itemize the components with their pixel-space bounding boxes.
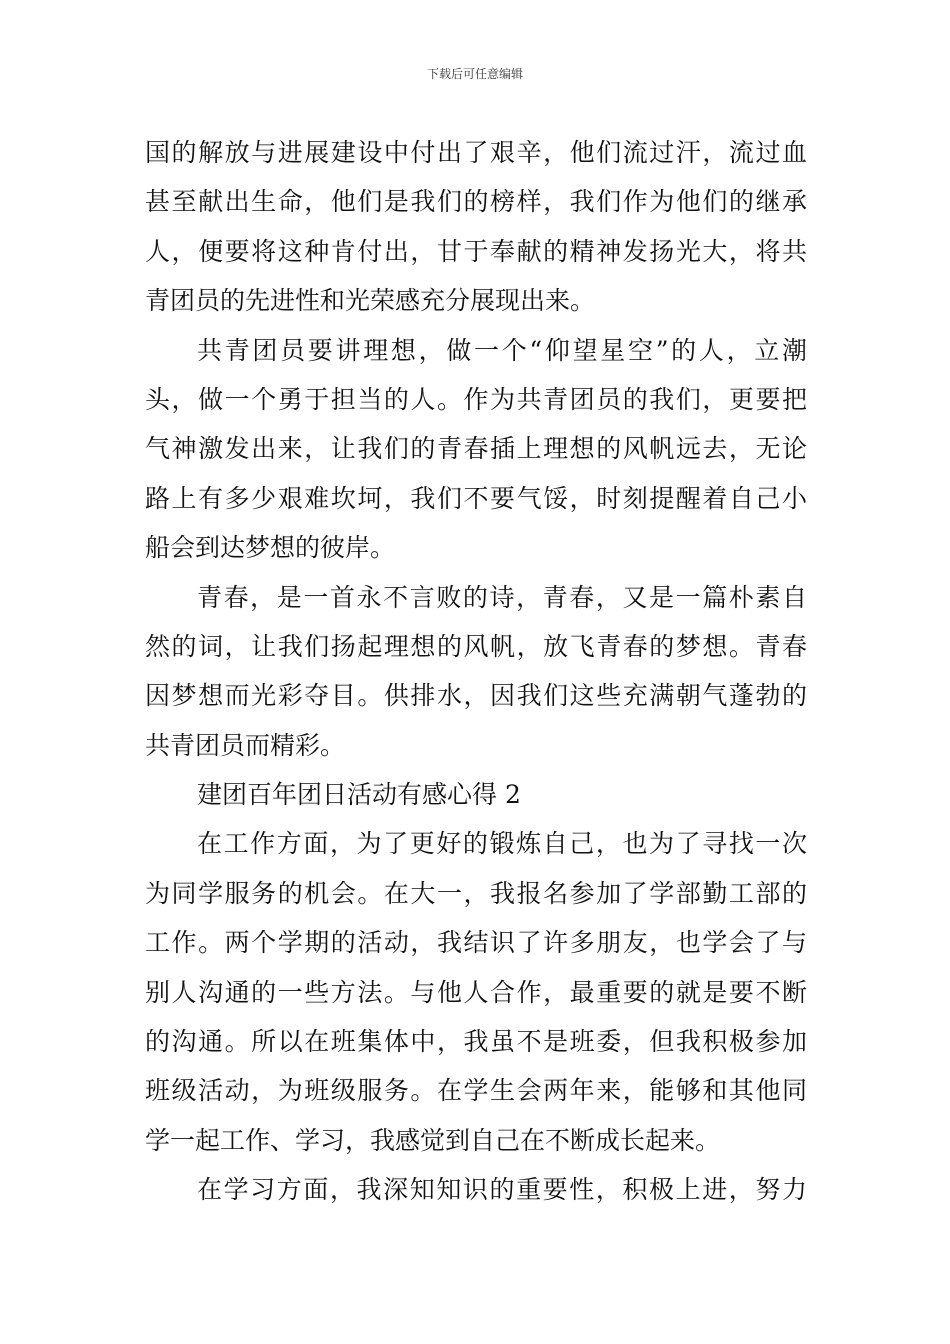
paragraph [145, 819, 807, 1165]
text-line: 路上有多少艰难坎坷，我们不要气馁，时刻提醒着自己小 [145, 483, 807, 513]
paragraph [145, 1165, 807, 1214]
paragraph [145, 326, 807, 573]
text-line: 别人沟通的一些方法。与他人合作，最重要的就是要不断 [145, 977, 807, 1007]
paragraph [145, 128, 807, 326]
text-line: 青团员的先进性和光荣感充分展现出来。 [145, 286, 596, 316]
text-line: 建团百年团日活动有感心得 2 [197, 780, 521, 810]
text-line: 青春，是一首永不言败的诗，青春，又是一篇朴素自 [197, 582, 807, 612]
text-line: 的沟通。所以在班集体中，我虽不是班委，但我积极参加 [145, 1027, 807, 1057]
paragraph [145, 573, 807, 771]
text-line: 国的解放与进展建设中付出了艰辛，他们流过汗，流过血 [145, 138, 807, 167]
text-line: 头，做一个勇于担当的人。作为共青团员的我们，更要把 [145, 384, 807, 414]
text-line: 人，便要将这种肯付出，甘于奉献的精神发扬光大，将共 [145, 236, 807, 266]
page-header: 下载后可任意编辑 [426, 67, 523, 81]
text-line: 在学习方面，我深知知识的重要性，积极上进，努力 [197, 1175, 807, 1205]
text-line: 学一起工作、学习，我感觉到自己在不断成长起来。 [145, 1125, 721, 1155]
text-line: 为同学服务的机会。在大一，我报名参加了学部勤工部的 [145, 878, 807, 908]
document-body [145, 128, 807, 1215]
text-line: 甚至献出生命，他们是我们的榜样，我们作为他们的继承 [145, 187, 807, 217]
text-line: 班级活动，为班级服务。在学生会两年来，能够和其他同 [145, 1076, 807, 1106]
text-line: 气神激发出来，让我们的青春插上理想的风帆远去，无论 [145, 434, 807, 464]
text-line: 共青团员要讲理想，做一个“仰望星空”的人，立潮 [197, 335, 807, 365]
text-line: 工作。两个学期的活动，我结识了许多朋友，也学会了与 [145, 928, 807, 958]
text-line: 然的词，让我们扬起理想的风帆，放飞青春的梦想。青春 [145, 631, 807, 661]
paragraph [145, 770, 807, 819]
text-line: 船会到达梦想的彼岸。 [145, 533, 396, 563]
text-line: 在工作方面，为了更好的锻炼自己，也为了寻找一次 [197, 829, 807, 859]
text-line: 因梦想而光彩夺目。供排水，因我们这些充满朝气蓬勃的 [145, 681, 807, 711]
text-line: 共青团员而精彩。 [145, 730, 346, 760]
